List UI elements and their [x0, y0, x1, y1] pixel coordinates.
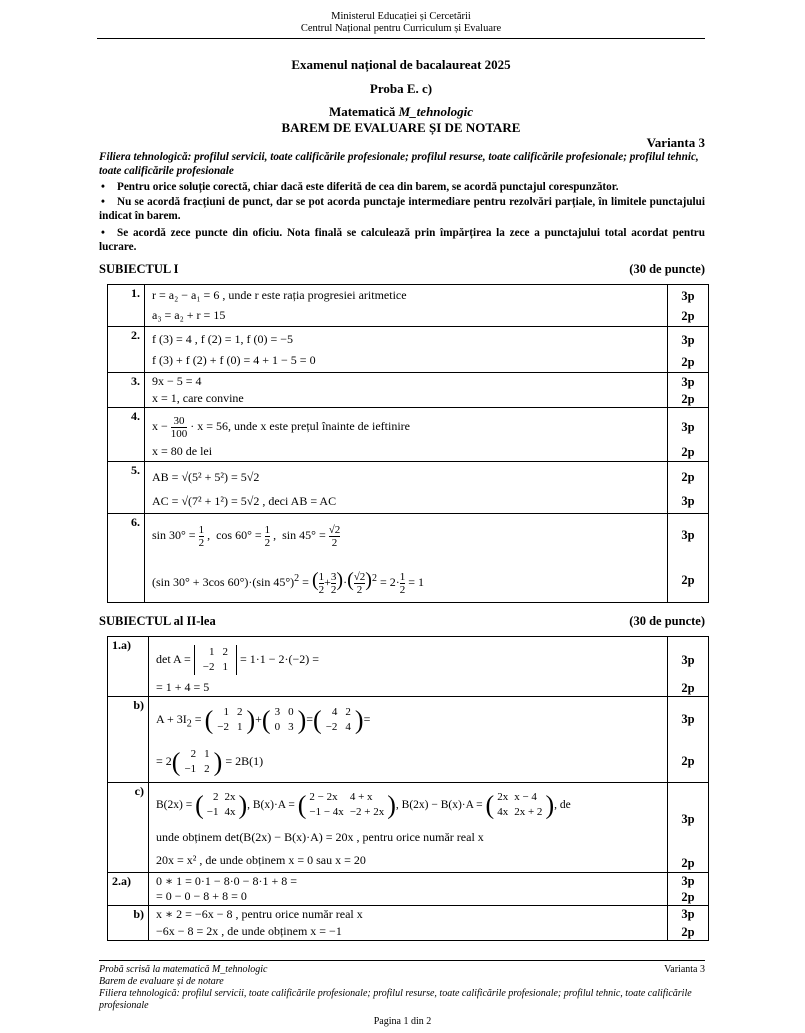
- table-row: [108, 285, 709, 327]
- center-name: Centrul Național pentru Curriculum și Evaluare: [300, 23, 502, 34]
- exam-title: Examenul național de bacalaureat 2025: [291, 57, 511, 72]
- item-solution: $A + 3I_2$ = ( 1 2 −2 1 )+( 3 0 0 3 )=( 4 2 −2 4 )= = 2( 2 1 −1 2 ) = 2B(1): [149, 697, 668, 783]
- item-points: 3p 2p: [668, 285, 709, 327]
- item-number: 6.: [108, 514, 145, 603]
- item-number: c): [108, 783, 149, 873]
- item-points: 3p 2p: [668, 783, 709, 873]
- subject-2-table: [107, 636, 709, 941]
- table-row: [108, 327, 709, 373]
- header-divider: [97, 38, 705, 39]
- item-solution: det A = 1 2 −2 1 = 1·1 − 2·(−2) = = 1 + 4 = 5: [149, 637, 668, 697]
- item-number: b): [108, 906, 149, 941]
- item-number: 4.: [108, 408, 145, 462]
- subject-1-table: [107, 284, 709, 603]
- item-number: 1.a): [108, 637, 149, 697]
- barem-title: BAREM DE EVALUARE ȘI DE NOTARE: [281, 120, 521, 135]
- table-row: [108, 783, 709, 873]
- item-points: 3p 2p: [668, 327, 709, 373]
- item-points: 3p 2p: [668, 637, 709, 697]
- item-solution: AB = √(5² + 5²) = 5√2 AC = √(7² + 1²) = 5√2 , deci AB = AC: [145, 462, 668, 514]
- item-points: 2p 3p: [668, 462, 709, 514]
- item-points: 3p 2p: [668, 906, 709, 941]
- item-points: 3p 2p: [668, 873, 709, 906]
- item-solution: sin 30° = $\frac{1}{2}$ , cos 60° = $\frac{1}{2}$ , sin 45° = $\frac{√2}{2}$ (sin 30° + 3cos 60°)·(sin 45°)$^2$ = ( $\frac{1}{2}$ + $\frac{3}{2}$ )·( $\frac{√2}{2}$ )$^2$ = 2· $\frac{1}{2}$ = 1: [145, 514, 668, 603]
- subject-1-heading: SUBIECTUL I (30 de puncte): [99, 262, 705, 276]
- variant-label: Varianta 3: [646, 135, 705, 150]
- table-row: [108, 462, 709, 514]
- page-number: Pagina 1 din 2: [373, 1016, 432, 1027]
- item-solution: x ∗ 2 = −6x − 8 , pentru orice număr real x −6x − 8 = 2x , de unde obținem x = −1: [149, 906, 668, 941]
- item-number: 2.: [108, 327, 145, 373]
- table-row: [108, 697, 709, 783]
- item-number: 1.: [108, 285, 145, 327]
- table-row: [108, 373, 709, 408]
- item-number: b): [108, 697, 149, 783]
- footer-line-3: Filiera tehnologică: profilul servicii, toate calificările profesionale; profilul resurse, toate calificările profesionale; profilul tehnic, toate calificările profesionale: [99, 988, 692, 1011]
- rule-1: • Pentru orice soluție corectă, chiar dacă este diferită de cea din barem, se acordă punctajul corespunzător.: [101, 181, 619, 193]
- item-solution: f (3) = 4 , f (2) = 1, f (0) = −5 f (3) + f (2) + f (0) = 4 + 1 − 5 = 0: [145, 327, 668, 373]
- table-row: [108, 906, 709, 941]
- filiera-text: Filiera tehnologică: profilul servicii, toate calificările profesionale; profilul resurse, toate calificările profesionale; profilul tehnic, toate calificările profesionale: [99, 151, 699, 177]
- footer-divider: [99, 960, 705, 961]
- item-number: 2.a): [108, 873, 149, 906]
- item-solution: 0 ∗ 1 = 0·1 − 8·0 − 8·1 + 8 = = 0 − 0 − 8 + 8 = 0: [149, 873, 668, 906]
- ministry-name: Ministerul Educației și Cercetării: [331, 11, 471, 22]
- rule-2: • Nu se acordă fracțiuni de punct, dar se pot acorda punctaje intermediare pentru rezolvări parțiale, în limitele punctajului indicat în barem.: [99, 196, 705, 222]
- rule-3: • Se acordă zece puncte din oficiu. Nota finală se calculează prin împărțirea la zece a punctajului total acordat pentru lucrare.: [99, 227, 705, 253]
- item-solution: B(2x) = ( 2 2x −1 4x ), B(x)·A = ( 2 − 2x 4 + x −1 − 4x −2 + 2x ), B(2x) − B(x)·A = ( 2x x − 4 4x 2x + 2 ), de unde obținem det(B(2x) − B(x)·A) = 20x , pentru orice număr real x 20x = x² , de unde obținem x = 0 sau x = 20: [149, 783, 668, 873]
- table-row: [108, 637, 709, 697]
- item-points: 3p 2p: [668, 408, 709, 462]
- footer-variant: Varianta 3: [664, 964, 705, 975]
- proba-title: Proba E. c): [369, 81, 433, 96]
- item-solution: 9x − 5 = 4 x = 1, care convine: [145, 373, 668, 408]
- item-number: 5.: [108, 462, 145, 514]
- subject-title: Matematică M_tehnologic: [328, 104, 474, 119]
- table-row: [108, 873, 709, 906]
- item-solution: x − $\frac{30}{100}$ · x = 56, unde x este prețul înainte de ieftinire x = 80 de lei: [145, 408, 668, 462]
- item-number: 3.: [108, 373, 145, 408]
- table-row: [108, 408, 709, 462]
- item-points: 3p 2p: [668, 697, 709, 783]
- item-points: 3p 2p: [668, 514, 709, 603]
- footer-line-1: Probă scrisă la matematică M_tehnologic: [99, 964, 268, 975]
- table-row: [108, 514, 709, 603]
- item-solution: r = a₂ − a₁ = 6 , unde r este rația progresiei aritmetice a₃ = a₂ + r = 15: [145, 285, 668, 327]
- subject-2-heading: SUBIECTUL al II-lea (30 de puncte): [99, 614, 705, 628]
- item-points: 3p 2p: [668, 373, 709, 408]
- footer-block: [99, 964, 705, 1012]
- footer-line-2: Barem de evaluare și de notare: [99, 976, 224, 987]
